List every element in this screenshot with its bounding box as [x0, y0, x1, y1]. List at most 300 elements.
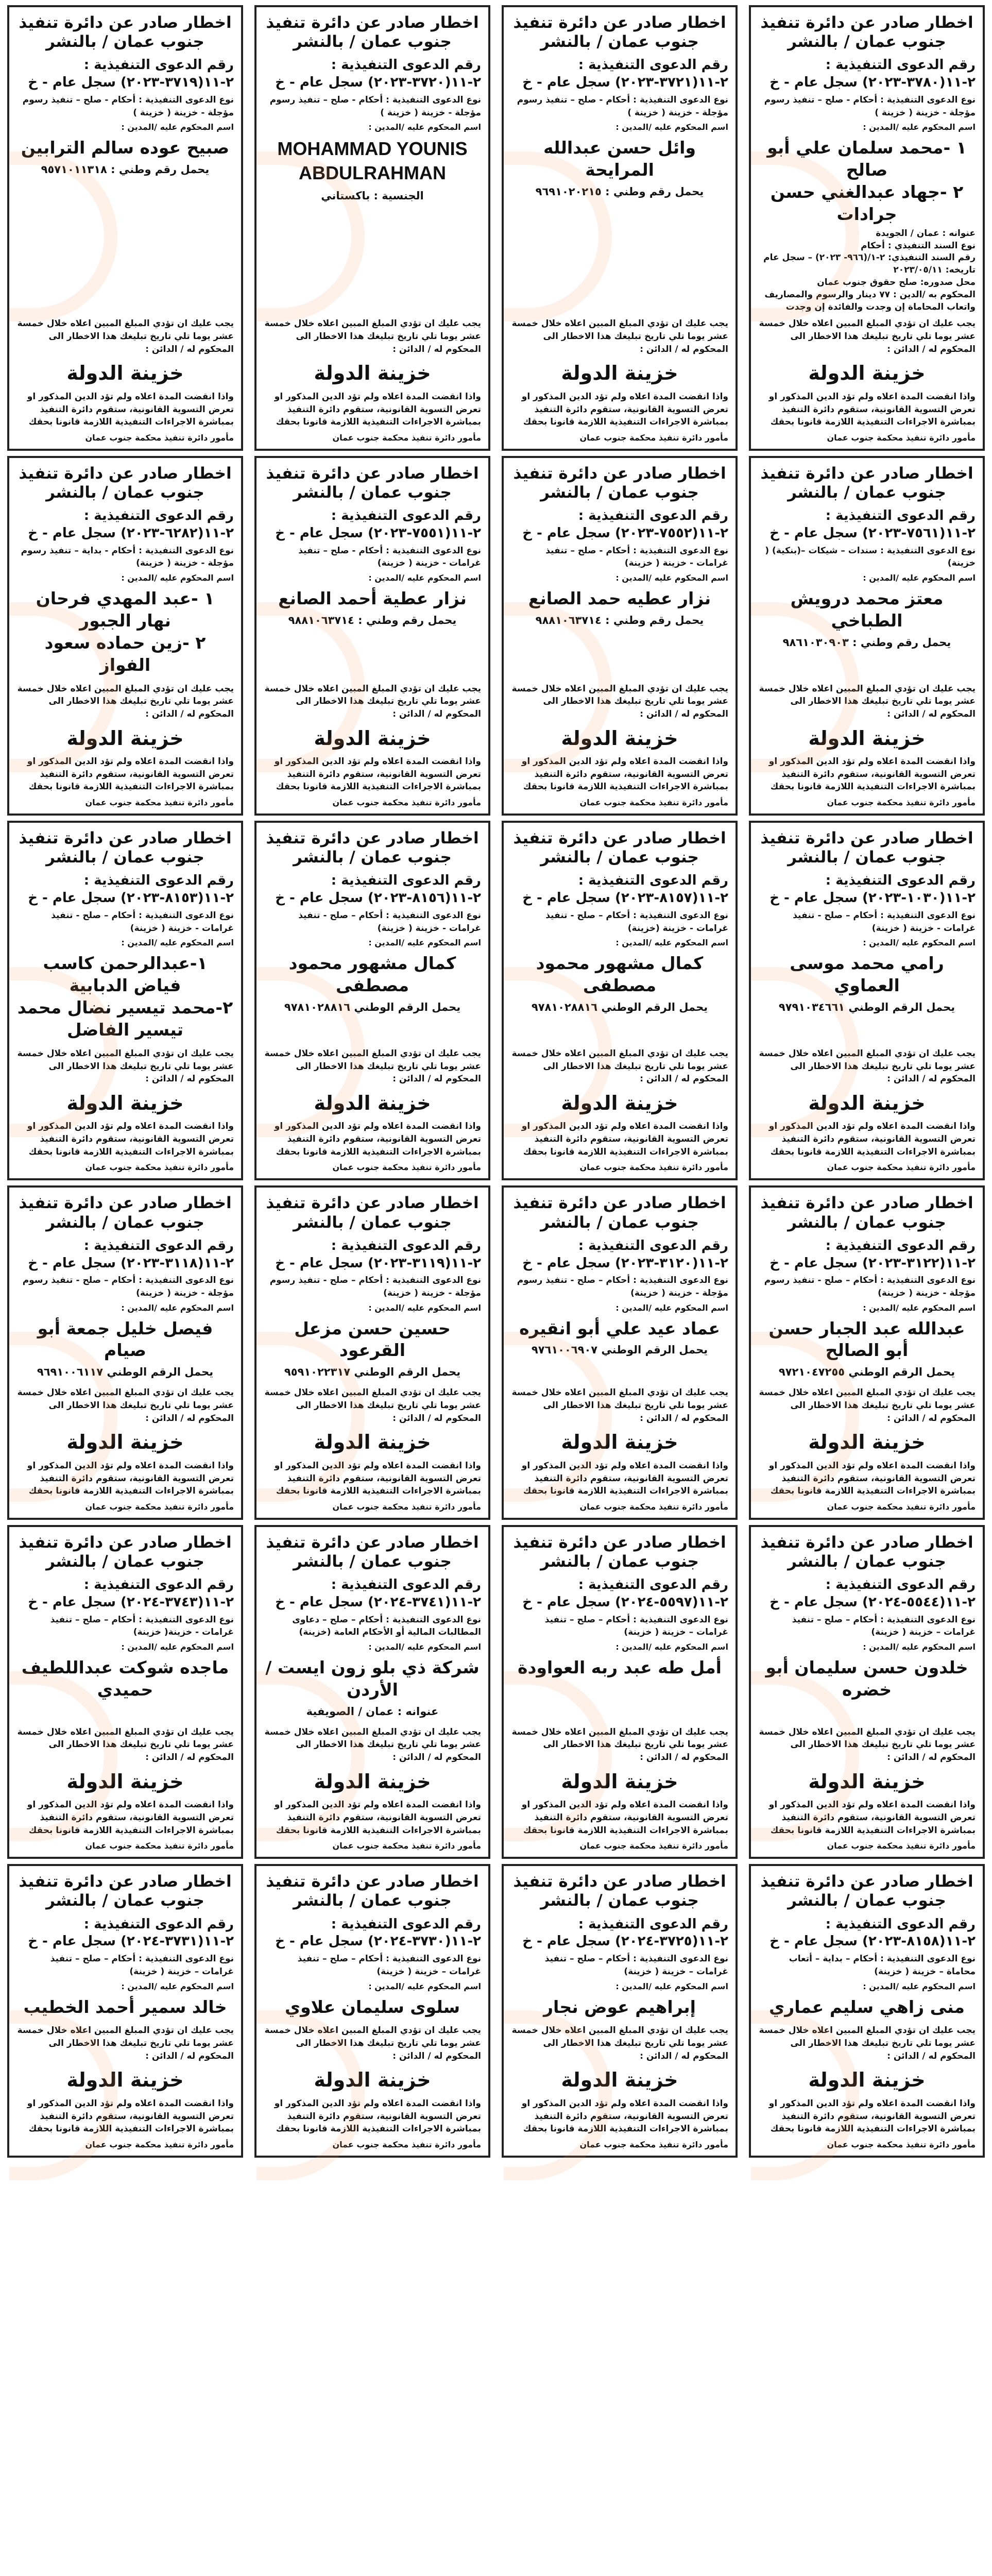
debtor-national-id: الجنسية : باكستاني — [321, 189, 424, 202]
signature: مأمور دائرة تنفيذ محكمة جنوب عمان — [85, 1501, 234, 1512]
signature: مأمور دائرة تنفيذ محكمة جنوب عمان — [827, 2139, 976, 2149]
case-prefix: رقم الدعوى التنفيذية : — [825, 57, 976, 73]
case-type-value: أحكام – صلح - تنفيذ رسوم مؤجلة - خزينة ( خزينة) — [22, 1275, 234, 1298]
debtor-national-id: يحمل رقم وطني : ٩٨٨١٠٦٣٧١٤ — [288, 614, 457, 626]
debtor-names — [264, 588, 481, 610]
case-type-prefix: نوع الدعوى التنفيذية : — [880, 1275, 976, 1286]
case-value: ٢-١١(٣٧٢٠-٢٠٢٣) سجل عام - خ — [275, 75, 481, 91]
debtor-name: ١-عبدالرحمن كاسب فياض الدبابية — [43, 953, 208, 996]
payment-instructions: يجب عليك ان تؤدي المبلغ المبين اعلاه خلال خمسة عشر يوما تلي تاريخ تبليغك هذا الاخطار الى المحكوم له / الدائن : — [759, 318, 976, 354]
creditor-name: خزينة الدولة — [314, 1431, 431, 1454]
creditor-name: خزينة الدولة — [66, 2069, 184, 2092]
signature: مأمور دائرة تنفيذ محكمة جنوب عمان — [332, 432, 481, 443]
creditor-name: خزينة الدولة — [808, 726, 926, 750]
notice-header-line2: جنوب عمان / بالنشر — [540, 848, 699, 867]
payment-instructions: يجب عليك ان تؤدي المبلغ المبين اعلاه خلال خمسة عشر يوما تلي تاريخ تبليغك هذا الاخطار الى المحكوم له / الدائن : — [759, 1726, 976, 1763]
closing-text: واذا انقضت المدة اعلاه ولم تؤد الدين المذكور او تعرض التسوية القانونية، ستقوم دائرة التنفيذ بمباشرة الاجراءات التنفيذية اللازمة قانونا بحقك — [274, 1800, 481, 1836]
case-value: ٢-١١(٣٧٤٣-٢٠٢٤) سجل عام - خ — [28, 1594, 234, 1610]
debtor-names — [16, 1318, 234, 1362]
creditor-name: خزينة الدولة — [66, 1091, 184, 1114]
debtor-label: اسم المحكوم عليه /المدين : — [368, 1302, 481, 1313]
notice-header-line2: جنوب عمان / بالنشر — [293, 848, 452, 867]
case-type-value: أحكام – صلح – تنفيذ غرامات – خزينة ( خزينة) — [544, 1954, 728, 1977]
payment-instructions: يجب عليك ان تؤدي المبلغ المبين اعلاه خلال خمسة عشر يوما تلي تاريخ تبليغك هذا الاخطار الى المحكوم له / الدائن : — [17, 683, 234, 719]
notice-detail-line: محل صدوره: صلح حقوق جنوب عمان — [817, 277, 976, 287]
signature: مأمور دائرة تنفيذ محكمة جنوب عمان — [332, 1841, 481, 1851]
case-prefix: رقم الدعوى التنفيذية : — [825, 1577, 976, 1593]
case-value: ٢-١١(٣٧١٩-٢٠٢٣) سجل عام - خ — [28, 75, 234, 91]
case-type-value: أحكام - صلح – تنفيذ رسوم مؤجلة - خزينة ( خزينة ) — [764, 94, 976, 118]
debtor-names — [16, 1996, 234, 2019]
notice-header-line1: اخطار صادر عن دائرة تنفيذ — [513, 1872, 726, 1891]
debtor-label: اسم المحكوم عليه /المدين : — [615, 573, 728, 583]
debtor-names — [511, 1318, 728, 1340]
creditor-name: خزينة الدولة — [561, 2069, 678, 2092]
case-type — [511, 545, 728, 570]
case-type-value: أحكام - صلح – تنفيذ غرامات - خزينة ( خزينة) — [298, 545, 481, 569]
case-type-prefix: نوع الدعوى التنفيذية : — [633, 1275, 728, 1286]
case-type-prefix: نوع الدعوى التنفيذية : — [633, 910, 728, 921]
notice-detail-line: رقم السند التنفيذي: ٢-١/(٩٦٦- ٢٠٢٣) – سجل عام — [763, 252, 976, 263]
debtor-label: اسم المحكوم عليه /المدين : — [615, 938, 728, 948]
debtor-label: اسم المحكوم عليه /المدين : — [121, 1981, 234, 1991]
case-value: ٢-١١(٣٧٨٠-٢٠٢٣) سجل عام - خ — [769, 75, 976, 91]
case-value: ٢-١١(٨١٥٨-٢٠٢٣) سجل عام - خ — [769, 1934, 976, 1950]
debtor-names — [264, 1996, 481, 2019]
payment-instructions: يجب عليك ان تؤدي المبلغ المبين اعلاه خلال خمسة عشر يوما تلي تاريخ تبليغك هذا الاخطار الى المحكوم له / الدائن : — [511, 1726, 728, 1763]
creditor-name: خزينة الدولة — [808, 1770, 926, 1793]
notice-header-line2: جنوب عمان / بالنشر — [46, 1891, 204, 1910]
case-prefix: رقم الدعوى التنفيذية : — [825, 1916, 976, 1932]
case-prefix: رقم الدعوى التنفيذية : — [578, 1238, 728, 1253]
case-number — [758, 872, 976, 907]
case-type-value: أحكام – صلح – تنفيذ غرامات – خزينة ( خزينة) — [544, 1614, 728, 1638]
closing-text: واذا انقضت المدة اعلاه ولم تؤد الدين المذكور او تعرض التسوية القانونية، ستقوم دائرة التنفيذ بمباشرة الاجراءات التنفيذية اللازمة قانونا بحقك — [27, 1460, 234, 1497]
payment-instructions: يجب عليك ان تؤدي المبلغ المبين اعلاه خلال خمسة عشر يوما تلي تاريخ تبليغك هذا الاخطار الى المحكوم له / الدائن : — [264, 1726, 481, 1763]
notice-header-line1: اخطار صادر عن دائرة تنفيذ — [513, 464, 726, 483]
notice-header-line1: اخطار صادر عن دائرة تنفيذ — [19, 1872, 232, 1891]
case-prefix: رقم الدعوى التنفيذية : — [83, 873, 234, 889]
notice-box — [7, 456, 243, 816]
payment-instructions: يجب عليك ان تؤدي المبلغ المبين اعلاه خلال خمسة عشر يوما تلي تاريخ تبليغك هذا الاخطار الى المحكوم له / الدائن : — [759, 1387, 976, 1423]
debtor-national-id: يحمل رقم وطني : ٩٨٦١٠٣٠٩٠٣ — [782, 636, 951, 649]
case-type-prefix: نوع الدعوى التنفيذية : — [386, 94, 481, 105]
case-type-prefix: نوع الدعوى التنفيذية : — [139, 1614, 234, 1625]
debtor-label: اسم المحكوم عليه /المدين : — [863, 1302, 976, 1313]
debtor-label: اسم المحكوم عليه /المدين : — [368, 573, 481, 583]
case-value: ٢-١١(٨١٥٣-٢٠٢٣) سجل عام - خ — [28, 890, 234, 906]
debtor-label: اسم المحكوم عليه /المدين : — [121, 122, 234, 132]
case-number — [511, 872, 728, 907]
case-type-prefix: نوع الدعوى التنفيذية : — [633, 545, 728, 556]
case-value: ٢-١١(٥٥٩٧-٢٠٢٤) سجل عام - خ — [522, 1594, 728, 1610]
notice-header-line1: اخطار صادر عن دائرة تنفيذ — [513, 1533, 726, 1552]
case-number — [511, 57, 728, 92]
debtor-name: عماد عيد علي أبو انقيره — [519, 1318, 720, 1338]
case-number — [511, 1238, 728, 1273]
debtor-name: ٢ -زين حماده سعود الفواز — [44, 632, 206, 675]
notice-header-line2: جنوب عمان / بالنشر — [293, 1213, 452, 1232]
notice-header-line1: اخطار صادر عن دائرة تنفيذ — [266, 1872, 479, 1891]
case-type — [16, 545, 234, 570]
debtor-label: اسم المحكوم عليه /المدين : — [368, 938, 481, 948]
case-type — [758, 545, 976, 570]
debtor-names — [16, 588, 234, 676]
debtor-name: نزار عطيه حمد الصانع — [528, 588, 711, 609]
notice-header-line2: جنوب عمان / بالنشر — [540, 32, 699, 52]
notice-box — [749, 1185, 985, 1519]
case-prefix: رقم الدعوى التنفيذية : — [83, 1916, 234, 1932]
notice-box — [502, 456, 738, 816]
notice-box — [749, 821, 985, 1180]
debtor-label: اسم المحكوم عليه /المدين : — [615, 122, 728, 132]
case-type-value: أحكام – صلح – تنفيذ غرامات – خزينة ( خزينة) — [50, 1954, 234, 1977]
case-type — [264, 94, 481, 119]
payment-instructions: يجب عليك ان تؤدي المبلغ المبين اعلاه خلال خمسة عشر يوما تلي تاريخ تبليغك هذا الاخطار الى المحكوم له / الدائن : — [17, 318, 234, 354]
case-prefix: رقم الدعوى التنفيذية : — [578, 1916, 728, 1932]
signature: مأمور دائرة تنفيذ محكمة جنوب عمان — [827, 1841, 976, 1851]
notice-header-line1: اخطار صادر عن دائرة تنفيذ — [266, 13, 479, 32]
notice-header-line2: جنوب عمان / بالنشر — [788, 483, 946, 502]
case-type-prefix: نوع الدعوى التنفيذية : — [386, 1614, 481, 1625]
notice-header-line1: اخطار صادر عن دائرة تنفيذ — [513, 13, 726, 32]
case-type-prefix: نوع الدعوى التنفيذية : — [139, 910, 234, 921]
signature: مأمور دائرة تنفيذ محكمة جنوب عمان — [579, 2139, 728, 2149]
signature: مأمور دائرة تنفيذ محكمة جنوب عمان — [85, 1162, 234, 1173]
case-number — [511, 1577, 728, 1612]
case-number — [264, 1238, 481, 1273]
notice-header-line2: جنوب عمان / بالنشر — [540, 1213, 699, 1232]
debtor-names — [511, 1657, 728, 1679]
case-value: ٢-١١(٣٧٤١-٢٠٢٤) سجل عام - خ — [275, 1594, 481, 1610]
debtor-name: كمال مشهور محمود مصطفى — [536, 953, 704, 996]
notice-box — [254, 1525, 490, 1859]
case-type-prefix: نوع الدعوى التنفيذية : — [633, 94, 728, 105]
notice-box — [254, 821, 490, 1180]
debtor-name: إبراهيم عوض نجار — [543, 1996, 696, 2017]
case-prefix: رقم الدعوى التنفيذية : — [83, 1238, 234, 1253]
debtor-names — [511, 137, 728, 181]
case-number — [264, 57, 481, 92]
case-type-prefix: نوع الدعوى التنفيذية : — [880, 910, 976, 921]
case-type-prefix: نوع الدعوى التنفيذية : — [386, 1275, 481, 1286]
debtor-name: منى زاهي سليم عماري — [769, 1996, 965, 2017]
case-prefix: رقم الدعوى التنفيذية : — [83, 1577, 234, 1593]
debtor-name: حسين حسن مزعل القرعود — [294, 1318, 451, 1361]
notice-box — [502, 5, 738, 451]
creditor-name: خزينة الدولة — [808, 2069, 926, 2092]
case-value: ٢-١١(٨١٥٦-٢٠٢٣) سجل عام - خ — [275, 890, 481, 906]
payment-instructions: يجب عليك ان تؤدي المبلغ المبين اعلاه خلال خمسة عشر يوما تلي تاريخ تبليغك هذا الاخطار الى المحكوم له / الدائن : — [511, 318, 728, 354]
debtor-national-id: يحمل رقم وطني : ٩٥٧١٠١١٣١٨ — [41, 163, 210, 176]
signature: مأمور دائرة تنفيذ محكمة جنوب عمان — [332, 1501, 481, 1512]
notice-box — [254, 1185, 490, 1519]
case-type-value: أحكام - صلح – تنفيذ رسوم مؤجلة - خزينة ( خزينة ) — [22, 94, 234, 118]
creditor-name: خزينة الدولة — [561, 726, 678, 750]
notice-header-line2: جنوب عمان / بالنشر — [788, 1213, 946, 1232]
case-type-prefix: نوع الدعوى التنفيذية : — [139, 545, 234, 556]
payment-instructions: يجب عليك ان تؤدي المبلغ المبين اعلاه خلال خمسة عشر يوما تلي تاريخ تبليغك هذا الاخطار الى المحكوم له / الدائن : — [17, 1387, 234, 1423]
signature: مأمور دائرة تنفيذ محكمة جنوب عمان — [827, 798, 976, 808]
case-value: ٢-١١(٧٥٥٢-٢٠٢٣) سجل عام - خ — [522, 526, 728, 541]
notice-header-line2: جنوب عمان / بالنشر — [788, 1552, 946, 1571]
payment-instructions: يجب عليك ان تؤدي المبلغ المبين اعلاه خلال خمسة عشر يوما تلي تاريخ تبليغك هذا الاخطار الى المحكوم له / الدائن : — [264, 1387, 481, 1423]
notice-box — [7, 1185, 243, 1519]
signature: مأمور دائرة تنفيذ محكمة جنوب عمان — [827, 1501, 976, 1512]
case-type-prefix: نوع الدعوى التنفيذية : — [139, 1954, 234, 1964]
closing-text: واذا انقضت المدة اعلاه ولم تؤد الدين المذكور او تعرض التسوية القانونية، ستقوم دائرة التنفيذ بمباشرة الاجراءات التنفيذية اللازمة قانونا بحقك — [27, 756, 234, 792]
notice-detail-line: عنوانه : عمان / الجويدة — [876, 228, 976, 239]
creditor-name: خزينة الدولة — [808, 1431, 926, 1454]
notice-header-line2: جنوب عمان / بالنشر — [46, 848, 204, 867]
case-type — [758, 94, 976, 119]
notice-detail-line: تاريخه: ٢٠٢٣/٠٥/١١ — [893, 265, 976, 276]
notice-box — [749, 1525, 985, 1859]
debtor-national-id: يحمل رقم وطني : ٩٨٨١٠٦٣٧١٤ — [535, 614, 704, 626]
notice-header-line1: اخطار صادر عن دائرة تنفيذ — [19, 13, 232, 32]
notice-header-line2: جنوب عمان / بالنشر — [293, 483, 452, 502]
debtor-names — [511, 588, 728, 610]
notice-box — [502, 821, 738, 1180]
notice-box — [7, 1525, 243, 1859]
notice-header-line1: اخطار صادر عن دائرة تنفيذ — [760, 1533, 973, 1552]
notice-header-line1: اخطار صادر عن دائرة تنفيذ — [513, 829, 726, 848]
debtor-names — [758, 137, 976, 226]
debtor-national-id: يحمل الرقم الوطني ٩٧٨١٠٢٨٨١٦ — [284, 1001, 461, 1014]
payment-instructions: يجب عليك ان تؤدي المبلغ المبين اعلاه خلال خمسة عشر يوما تلي تاريخ تبليغك هذا الاخطار الى المحكوم له / الدائن : — [511, 1048, 728, 1084]
case-number — [758, 507, 976, 543]
case-type-value: أحكام – صلح – دعاوى المطالبات المالية أو الأحكام العامة (خزينة) — [292, 1614, 481, 1638]
case-type — [16, 1953, 234, 1978]
case-prefix: رقم الدعوى التنفيذية : — [578, 57, 728, 73]
case-value: ٢-١١(٣١١٩-٢٠٢٣) سجل عام - خ — [275, 1255, 481, 1271]
case-prefix: رقم الدعوى التنفيذية : — [331, 1916, 481, 1932]
creditor-name: خزينة الدولة — [561, 1770, 678, 1793]
notice-header-line1: اخطار صادر عن دائرة تنفيذ — [266, 829, 479, 848]
case-type-value: أحكام – صلح - تنفيذ رسوم مؤجلة - خزينة ( خزينة) — [517, 1275, 728, 1298]
debtor-name: ١ -محمد سلمان علي أبو صالح — [767, 138, 967, 180]
case-number — [264, 1577, 481, 1612]
case-prefix: رقم الدعوى التنفيذية : — [825, 873, 976, 889]
case-prefix: رقم الدعوى التنفيذية : — [578, 508, 728, 524]
case-number — [16, 1577, 234, 1612]
case-type — [758, 1953, 976, 1978]
case-type-prefix: نوع الدعوى التنفيذية : — [880, 94, 976, 105]
case-type-value: أحكام - صلح – تنفيذ رسوم مؤجلة - خزينة ( خزينة ) — [269, 94, 481, 118]
case-prefix: رقم الدعوى التنفيذية : — [578, 873, 728, 889]
creditor-name: خزينة الدولة — [561, 1091, 678, 1114]
debtor-name: صبيح عوده سالم الترابين — [21, 138, 230, 158]
creditor-name: خزينة الدولة — [66, 362, 184, 385]
debtor-names — [758, 1657, 976, 1701]
case-type-value: أحكام – بداية – أتعاب محاماة – خزينة ( خزينة) — [789, 1954, 976, 1977]
payment-instructions: يجب عليك ان تؤدي المبلغ المبين اعلاه خلال خمسة عشر يوما تلي تاريخ تبليغك هذا الاخطار الى المحكوم له / الدائن : — [511, 2025, 728, 2061]
debtor-national-id: يحمل الرقم الوطني ٩٧٢١٠٤٧٢٥٥ — [778, 1366, 955, 1379]
case-value: ٢-١١(٣١١٨-٢٠٢٣) سجل عام - خ — [28, 1255, 234, 1271]
payment-instructions: يجب عليك ان تؤدي المبلغ المبين اعلاه خلال خمسة عشر يوما تلي تاريخ تبليغك هذا الاخطار الى المحكوم له / الدائن : — [759, 2025, 976, 2061]
payment-instructions: يجب عليك ان تؤدي المبلغ المبين اعلاه خلال خمسة عشر يوما تلي تاريخ تبليغك هذا الاخطار الى المحكوم له / الدائن : — [759, 1048, 976, 1084]
creditor-name: خزينة الدولة — [808, 362, 926, 385]
signature: مأمور دائرة تنفيذ محكمة جنوب عمان — [332, 1162, 481, 1173]
case-number — [758, 1577, 976, 1612]
closing-text: واذا انقضت المدة اعلاه ولم تؤد الدين المذكور او تعرض التسوية القانونية، ستقوم دائرة التنفيذ بمباشرة الاجراءات التنفيذية اللازمة قانونا بحقك — [27, 391, 234, 428]
closing-text: واذا انقضت المدة اعلاه ولم تؤد الدين المذكور او تعرض التسوية القانونية، ستقوم دائرة التنفيذ بمباشرة الاجراءات التنفيذية اللازمة قانونا بحقك — [521, 1800, 728, 1836]
debtor-name: خلدون حسن سليمان أبو خضره — [765, 1657, 968, 1700]
closing-text: واذا انقضت المدة اعلاه ولم تؤد الدين المذكور او تعرض التسوية القانونية، ستقوم دائرة التنفيذ بمباشرة الاجراءات التنفيذية اللازمة قانونا بحقك — [274, 756, 481, 792]
case-type — [16, 94, 234, 119]
creditor-name: خزينة الدولة — [561, 362, 678, 385]
notice-box — [749, 456, 985, 816]
case-type — [264, 545, 481, 570]
creditor-name: خزينة الدولة — [66, 1431, 184, 1454]
debtor-national-id: عنوانه : عمان / الصويفية — [306, 1705, 439, 1718]
debtor-name: شركة ذي بلو زون ايست / الأردن — [265, 1657, 480, 1700]
payment-instructions: يجب عليك ان تؤدي المبلغ المبين اعلاه خلال خمسة عشر يوما تلي تاريخ تبليغك هذا الاخطار الى المحكوم له / الدائن : — [17, 1048, 234, 1084]
case-type — [264, 909, 481, 935]
debtor-label: اسم المحكوم عليه /المدين : — [863, 122, 976, 132]
signature: مأمور دائرة تنفيذ محكمة جنوب عمان — [827, 1162, 976, 1173]
creditor-name: خزينة الدولة — [314, 2069, 431, 2092]
case-type — [758, 909, 976, 935]
case-prefix: رقم الدعوى التنفيذية : — [83, 57, 234, 73]
signature: مأمور دائرة تنفيذ محكمة جنوب عمان — [579, 1501, 728, 1512]
case-number — [758, 57, 976, 92]
case-prefix: رقم الدعوى التنفيذية : — [331, 873, 481, 889]
notice-header-line2: جنوب عمان / بالنشر — [46, 1552, 204, 1571]
notice-header-line1: اخطار صادر عن دائرة تنفيذ — [19, 1194, 232, 1213]
debtor-label: اسم المحكوم عليه /المدين : — [121, 573, 234, 583]
payment-instructions: يجب عليك ان تؤدي المبلغ المبين اعلاه خلال خمسة عشر يوما تلي تاريخ تبليغك هذا الاخطار الى المحكوم له / الدائن : — [264, 318, 481, 354]
signature: مأمور دائرة تنفيذ محكمة جنوب عمان — [332, 798, 481, 808]
case-type-value: أحكام – صلح - تنفيذ غرامات - خزينة ( خزينة) — [51, 910, 234, 934]
debtor-name: ١ -عبد المهدي فرحان نهار الجبور — [36, 588, 215, 631]
case-number — [264, 1916, 481, 1951]
notice-header-line2: جنوب عمان / بالنشر — [788, 32, 946, 52]
debtor-names — [264, 953, 481, 997]
case-type-prefix: نوع الدعوى التنفيذية : — [139, 94, 234, 105]
debtor-name: ٢-محمد تيسير نضال محمد تيسير الفاضل — [17, 997, 233, 1040]
notice-box — [7, 5, 243, 451]
notice-header-line2: جنوب عمان / بالنشر — [293, 1552, 452, 1571]
closing-text: واذا انقضت المدة اعلاه ولم تؤد الدين المذكور او تعرض التسوية القانونية، ستقوم دائرة التنفيذ بمباشرة الاجراءات التنفيذية اللازمة قانونا بحقك — [521, 391, 728, 428]
case-type-value: أحكام - صلح – تنفيذ غرامات - خزينة ( خزينة) — [545, 545, 728, 569]
case-number — [16, 1238, 234, 1273]
case-type — [758, 1614, 976, 1639]
signature: مأمور دائرة تنفيذ محكمة جنوب عمان — [85, 798, 234, 808]
notice-box — [254, 456, 490, 816]
debtor-name: معتز محمد درويش الطباخي — [790, 588, 944, 631]
creditor-name: خزينة الدولة — [314, 362, 431, 385]
notice-header-line2: جنوب عمان / بالنشر — [293, 1891, 452, 1910]
case-prefix: رقم الدعوى التنفيذية : — [578, 1577, 728, 1593]
payment-instructions: يجب عليك ان تؤدي المبلغ المبين اعلاه خلال خمسة عشر يوما تلي تاريخ تبليغك هذا الاخطار الى المحكوم له / الدائن : — [17, 2025, 234, 2061]
case-value: ٢-١١(٥٥٤٤-٢٠٢٤) سجل عام - خ — [769, 1594, 976, 1610]
notice-header-line1: اخطار صادر عن دائرة تنفيذ — [760, 13, 973, 32]
case-type — [264, 1274, 481, 1299]
creditor-name: خزينة الدولة — [66, 1770, 184, 1793]
debtor-names — [758, 953, 976, 997]
debtor-name: سلوى سليمان علاوي — [284, 1996, 460, 2017]
creditor-name: خزينة الدولة — [314, 1770, 431, 1793]
notice-box — [502, 1185, 738, 1519]
closing-text: واذا انقضت المدة اعلاه ولم تؤد الدين المذكور او تعرض التسوية القانونية، ستقوم دائرة التنفيذ بمباشرة الاجراءات التنفيذية اللازمة قانونا بحقك — [27, 2098, 234, 2134]
notice-header-line2: جنوب عمان / بالنشر — [46, 32, 204, 52]
case-type-value: أحكام – صلح - تنفيذ غرامات - خزينة (خزينة) — [545, 910, 728, 934]
notice-header-line2: جنوب عمان / بالنشر — [46, 483, 204, 502]
case-type — [16, 1274, 234, 1299]
case-value: ٢-١١(٧٥٥١-٢٠٢٣) سجل عام - خ — [275, 526, 481, 541]
case-type — [511, 94, 728, 119]
case-type-value: أحكام – صلح – تنفيذ غرامات – خزينة ( خزينة) — [792, 1614, 976, 1638]
case-value: ٢-١١(٣٧٢١-٢٠٢٣) سجل عام - خ — [522, 75, 728, 91]
notice-header-line1: اخطار صادر عن دائرة تنفيذ — [266, 1194, 479, 1213]
case-type-value: أحكام – صلح - تنفيذ غرامات - خزينة ( خزينة) — [298, 910, 481, 934]
closing-text: واذا انقضت المدة اعلاه ولم تؤد الدين المذكور او تعرض التسوية القانونية، ستقوم دائرة التنفيذ بمباشرة الاجراءات التنفيذية اللازمة قانونا بحقك — [521, 2098, 728, 2134]
signature: مأمور دائرة تنفيذ محكمة جنوب عمان — [85, 432, 234, 443]
case-value: ٢-١١(١٠٣٠-٢٠٢٣) سجل عام - خ — [769, 890, 976, 906]
debtor-label: اسم المحكوم عليه /المدين : — [615, 1981, 728, 1991]
case-type — [511, 1953, 728, 1978]
notice-header-line2: جنوب عمان / بالنشر — [788, 1891, 946, 1910]
signature: مأمور دائرة تنفيذ محكمة جنوب عمان — [579, 1162, 728, 1173]
case-type — [264, 1614, 481, 1639]
case-value: ٢-١١(٣١٢٢-٢٠٢٣) سجل عام - خ — [769, 1255, 976, 1271]
debtor-names — [264, 137, 481, 185]
notice-header-line1: اخطار صادر عن دائرة تنفيذ — [266, 1533, 479, 1552]
debtor-label: اسم المحكوم عليه /المدين : — [863, 1981, 976, 1991]
case-number — [758, 1238, 976, 1273]
case-type-value: أحكام – صلح - تنفيذ غرامات - خزينة ( خزينة) — [793, 910, 976, 934]
notice-header-line1: اخطار صادر عن دائرة تنفيذ — [760, 464, 973, 483]
debtor-label: اسم المحكوم عليه /المدين : — [368, 1981, 481, 1991]
notice-box — [502, 1525, 738, 1859]
debtor-names — [511, 953, 728, 997]
debtor-national-id: يحمل رقم وطني : ٩٦٩١٠٢٠٢١٥ — [535, 185, 704, 198]
notice-header-line2: جنوب عمان / بالنشر — [540, 1891, 699, 1910]
creditor-name: خزينة الدولة — [808, 1091, 926, 1114]
debtor-label: اسم المحكوم عليه /المدين : — [368, 1642, 481, 1652]
signature: مأمور دائرة تنفيذ محكمة جنوب عمان — [332, 2139, 481, 2149]
case-type — [511, 1274, 728, 1299]
case-number — [758, 1916, 976, 1951]
debtor-national-id: يحمل الرقم الوطني ٩٧٨١٠٢٨٨١٦ — [531, 1001, 708, 1014]
case-type-value: أحكام – صلح – تنفيذ غرامات - خزينة( خزينة) — [50, 1614, 234, 1638]
payment-instructions: يجب عليك ان تؤدي المبلغ المبين اعلاه خلال خمسة عشر يوما تلي تاريخ تبليغك هذا الاخطار الى المحكوم له / الدائن : — [264, 1048, 481, 1084]
debtor-national-id: يحمل الرقم الوطني ٩٦٩١٠٠٦١١٧ — [37, 1366, 214, 1379]
case-type — [16, 1614, 234, 1639]
case-type-prefix: نوع الدعوى التنفيذية : — [633, 1954, 728, 1964]
debtor-names — [758, 588, 976, 632]
case-type-prefix: نوع الدعوى التنفيذية : — [139, 1275, 234, 1286]
case-type — [264, 1953, 481, 1978]
debtor-name: أمل طه عبد ربه العواودة — [518, 1657, 722, 1678]
case-type-prefix: نوع الدعوى التنفيذية : — [386, 1954, 481, 1964]
notice-header-line2: جنوب عمان / بالنشر — [788, 848, 946, 867]
case-prefix: رقم الدعوى التنفيذية : — [331, 508, 481, 524]
signature: مأمور دائرة تنفيذ محكمة جنوب عمان — [579, 1841, 728, 1851]
case-value: ٢-١١(٣٧٢٥-٢٠٢٤) سجل عام - خ — [522, 1934, 728, 1950]
notice-box — [254, 1864, 490, 2158]
closing-text: واذا انقضت المدة اعلاه ولم تؤد الدين المذكور او تعرض التسوية القانونية، ستقوم دائرة التنفيذ بمباشرة الاجراءات التنفيذية اللازمة قانونا بحقك — [768, 1121, 976, 1157]
debtor-names — [264, 1657, 481, 1701]
payment-instructions: يجب عليك ان تؤدي المبلغ المبين اعلاه خلال خمسة عشر يوما تلي تاريخ تبليغك هذا الاخطار الى المحكوم له / الدائن : — [264, 2025, 481, 2061]
closing-text: واذا انقضت المدة اعلاه ولم تؤد الدين المذكور او تعرض التسوية القانونية، ستقوم دائرة التنفيذ بمباشرة الاجراءات التنفيذية اللازمة قانونا بحقك — [274, 1460, 481, 1497]
case-value: ٢-١١(٣٧٣٠-٢٠٢٤) سجل عام - خ — [275, 1934, 481, 1950]
debtor-name: فيصل خليل جمعة أبو صيام — [37, 1318, 213, 1361]
notice-box — [502, 1864, 738, 2158]
case-prefix: رقم الدعوى التنفيذية : — [825, 508, 976, 524]
signature: مأمور دائرة تنفيذ محكمة جنوب عمان — [85, 2139, 234, 2149]
